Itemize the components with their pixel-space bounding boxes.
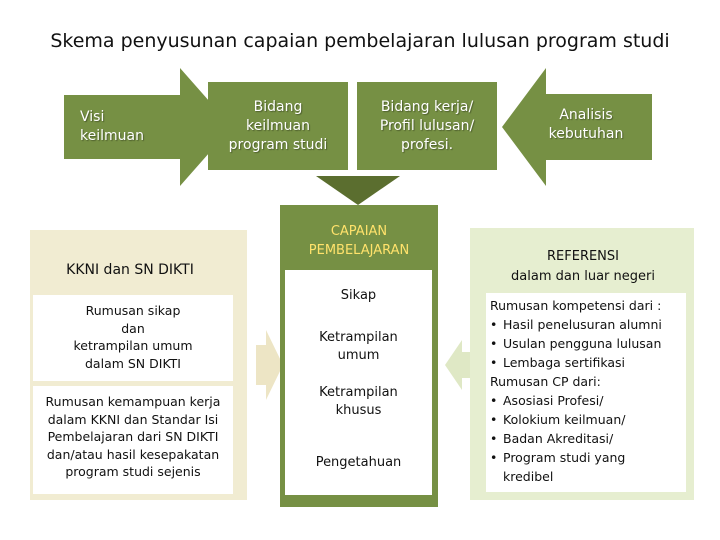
bidang-keilmuan-label: Bidang keilmuan program studi: [228, 99, 328, 153]
section1-title: Rumusan kompetensi dari :: [490, 298, 662, 313]
bidang-kerja-label: Bidang kerja/ Profil lulusan/ profesi.: [379, 99, 475, 153]
sikap-umum-card: Rumusan sikap dan ketrampilan umum dalam SN DIKTI: [33, 295, 233, 381]
cp-item: Ketrampilan umum: [319, 330, 398, 363]
page-title: Skema penyusunan capaian pembelajaran lulusan program studi: [50, 30, 670, 52]
analisis-kebutuhan-label: Analisis kebutuhan: [548, 107, 624, 142]
section1-list: [490, 315, 686, 372]
right-side-arrow: [445, 340, 470, 390]
cp-item: Pengetahuan: [315, 455, 402, 470]
list-item: • Hasil penelusuran alumni: [490, 315, 686, 334]
down-arrow: [316, 176, 400, 205]
visi-keilmuan-label: Visi keilmuan: [80, 109, 144, 144]
cp-item: Ketrampilan khusus: [319, 385, 398, 418]
list-item: • Lembaga sertifikasi: [490, 353, 686, 372]
referensi-heading: REFERENSI dalam dan luar negeri: [511, 249, 655, 284]
section2-title: Rumusan CP dari:: [490, 374, 601, 389]
list-item: • Kolokium keilmuan/: [490, 410, 686, 429]
referensi-text: [490, 296, 686, 486]
list-item: • Asosiasi Profesi/: [490, 391, 686, 410]
list-item: • Program studi yang kredibel: [490, 448, 653, 486]
list-item: • Badan Akreditasi/: [490, 429, 686, 448]
left-side-arrow: [256, 330, 283, 400]
cp-item: Sikap: [340, 288, 377, 303]
kemampuan-kerja-card: Rumusan kemampuan kerja dalam KKNI dan Standar Isi Pembelajaran dari SN DIKTI dan/atau hasil kesepakatan program studi sejenis: [33, 386, 233, 494]
kkni-heading: KKNI dan SN DIKTI: [66, 262, 194, 278]
capaian-list: [285, 270, 432, 495]
section2-list: [490, 391, 686, 486]
capaian-heading: CAPAIAN PEMBELAJARAN: [308, 224, 410, 258]
list-item: • Usulan pengguna lulusan: [490, 334, 686, 353]
